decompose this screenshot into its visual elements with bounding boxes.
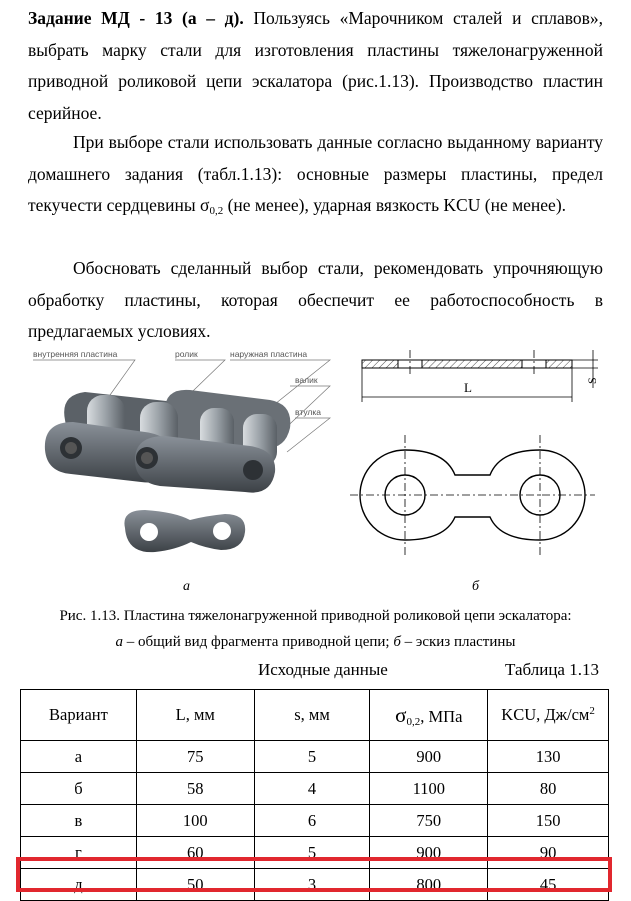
table-cell: 6 <box>254 805 370 837</box>
table-cell: 58 <box>136 773 254 805</box>
table-cell: 900 <box>370 741 488 773</box>
task-title: Задание МД - 13 (а – д). <box>28 8 244 28</box>
table-cell: б <box>21 773 137 805</box>
chain-fragment-figure <box>25 340 355 594</box>
label-bushing: втулка <box>295 407 321 417</box>
col-variant: Вариант <box>21 690 137 741</box>
table-cell: 75 <box>136 741 254 773</box>
table-cell: в <box>21 805 137 837</box>
table-cell: 1100 <box>370 773 488 805</box>
table-row <box>21 773 609 805</box>
table-cell: г <box>21 837 137 869</box>
table-cell: 150 <box>488 805 609 837</box>
table-heading: Исходные данные <box>258 660 388 679</box>
table-cell: 60 <box>136 837 254 869</box>
task-text-2a: При выборе стали использовать данные согласно выданному варианту домашнего задания (табл.1.13): основные размеры пластины, предел текучести сердцевины σ <box>28 132 603 215</box>
table-cell: 90 <box>488 837 609 869</box>
table-row <box>21 741 609 773</box>
table-cell: д <box>21 869 137 901</box>
table-cell: 900 <box>370 837 488 869</box>
figure-caption-line-2: а – общий вид фрагмента приводной цепи; б – эскиз пластины <box>115 634 516 650</box>
table-row <box>21 805 609 837</box>
table-cell: 130 <box>488 741 609 773</box>
dimension-s: S <box>585 377 599 384</box>
figure-caption-line-1: Рис. 1.13. Пластина тяжелонагруженной приводной роликовой цепи эскалатора: <box>59 608 572 624</box>
dimension-L: L <box>464 380 472 395</box>
col-sigma: $\sigma_{0,2}$, МПа <box>370 690 488 741</box>
task-paragraph-1 <box>28 3 603 129</box>
task-text-1: Пользуясь «Марочником сталей и сплавов», выбрать марку стали для изготовления пластины тяжелонагруженной приводной роликовой цепи эскалатора (рис.1.13). Производство пластин серийное. <box>28 8 603 123</box>
col-L: L, мм <box>136 690 254 741</box>
label-inner-plate: внутренняя пластина <box>33 349 118 359</box>
label-roller: ролик <box>175 349 198 359</box>
table-number: Таблица 1.13 <box>505 660 599 679</box>
table-cell: 80 <box>488 773 609 805</box>
table-cell: 5 <box>254 837 370 869</box>
table-cell: 800 <box>370 869 488 901</box>
table-cell: 100 <box>136 805 254 837</box>
table-cell: 45 <box>488 869 609 901</box>
figure-label-b: б <box>472 579 480 594</box>
col-s: s, мм <box>254 690 370 741</box>
label-outer-plate: наружная пластина <box>230 349 308 359</box>
task-paragraph-3: Обосновать сделанный выбор стали, рекомендовать упрочняющую обработку пластины, которая обеспечит ее работоспособность в предлагаемых условиях. <box>28 258 603 341</box>
table-header-row <box>21 690 609 741</box>
sigma-subscript: 0,2 <box>209 205 224 217</box>
figure-label-a: а <box>183 579 190 594</box>
task-text-2b: (не менее), ударная вязкость KCU (не менее). <box>223 195 567 215</box>
selected-variant-highlight <box>16 857 612 892</box>
col-kcu: KCU, $Дж/см^2$ <box>488 690 609 741</box>
table-cell: а <box>21 741 137 773</box>
table-cell: 3 <box>254 869 370 901</box>
task-paragraph-2 <box>28 127 603 228</box>
label-pin: валик <box>295 375 318 385</box>
table-cell: 50 <box>136 869 254 901</box>
table-cell: 750 <box>370 805 488 837</box>
plate-sketch-figure <box>350 340 610 594</box>
table-cell: 4 <box>254 773 370 805</box>
table-cell: 5 <box>254 741 370 773</box>
